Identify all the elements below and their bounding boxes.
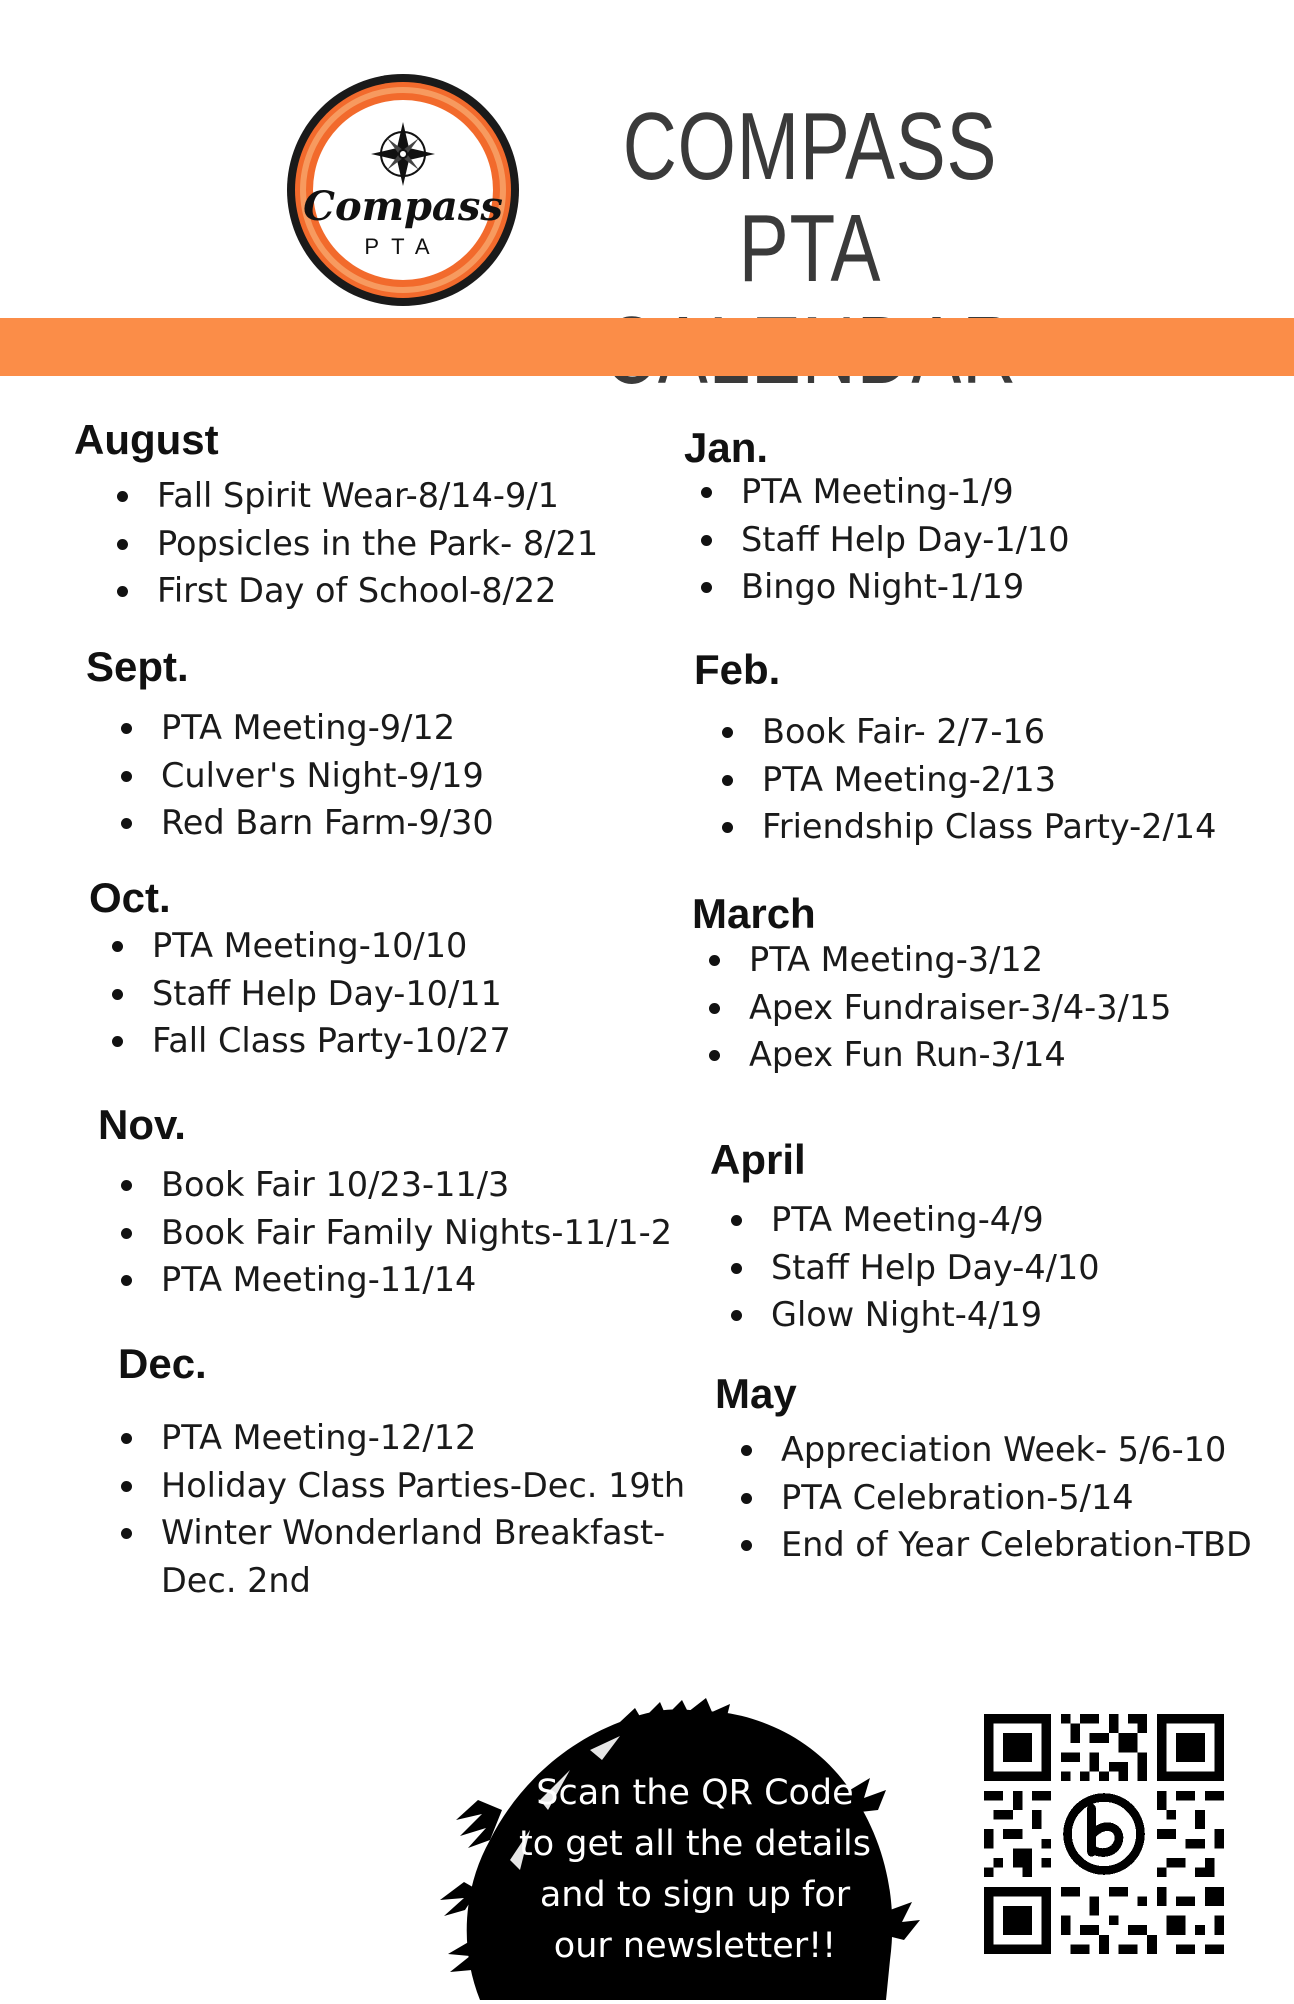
month-sept xyxy=(86,643,494,847)
event-list xyxy=(114,472,598,615)
event-item: Culver's Night-9/19 xyxy=(118,752,494,800)
event-item: Popsicles in the Park- 8/21 xyxy=(114,520,598,568)
event-item: Book Fair- 2/7-16 xyxy=(719,708,1216,756)
month-dec xyxy=(118,1340,701,1604)
event-list xyxy=(109,922,511,1065)
event-item: PTA Meeting-1/9 xyxy=(698,468,1070,516)
month-heading: Sept. xyxy=(86,643,189,690)
month-march xyxy=(692,890,1171,1079)
event-item: Fall Spirit Wear-8/14-9/1 xyxy=(114,472,598,520)
scan-line: our newsletter!! xyxy=(553,1926,837,1966)
event-item: Fall Class Party-10/27 xyxy=(109,1017,511,1065)
event-item: Apex Fundraiser-3/4-3/15 xyxy=(706,984,1171,1032)
event-item: PTA Meeting-12/12 xyxy=(118,1414,701,1462)
event-list xyxy=(118,704,494,847)
event-item: PTA Meeting-9/12 xyxy=(118,704,494,752)
event-item: PTA Meeting-4/9 xyxy=(728,1196,1100,1244)
event-item: Staff Help Day-1/10 xyxy=(698,516,1070,564)
event-list xyxy=(706,936,1171,1079)
scan-line: to get all the details xyxy=(518,1824,872,1864)
event-list xyxy=(728,1196,1100,1339)
month-heading: August xyxy=(74,416,219,463)
event-list xyxy=(118,1161,672,1304)
month-heading: Dec. xyxy=(118,1340,207,1387)
accent-band xyxy=(0,318,1294,376)
month-heading: March xyxy=(692,890,816,937)
event-list xyxy=(719,708,1216,851)
month-may xyxy=(715,1370,1252,1569)
event-item: PTA Meeting-3/12 xyxy=(706,936,1171,984)
event-item: Red Barn Farm-9/30 xyxy=(118,799,494,847)
logo-subtext: PTA xyxy=(364,234,442,259)
compass-pta-logo xyxy=(283,70,523,310)
month-feb xyxy=(694,646,1216,851)
event-item: Staff Help Day-4/10 xyxy=(728,1244,1100,1292)
event-item: PTA Celebration-5/14 xyxy=(738,1474,1252,1522)
month-nov xyxy=(98,1101,672,1304)
logo-wordmark: Compass xyxy=(303,183,503,230)
month-heading: April xyxy=(710,1136,806,1183)
event-item: PTA Meeting-10/10 xyxy=(109,922,511,970)
qr-code-icon[interactable] xyxy=(984,1714,1224,1954)
event-item: Staff Help Day-10/11 xyxy=(109,970,511,1018)
event-item: Book Fair 10/23-11/3 xyxy=(118,1161,672,1209)
event-list xyxy=(118,1414,701,1604)
event-item: PTA Meeting-11/14 xyxy=(118,1256,672,1304)
event-item: PTA Meeting-2/13 xyxy=(719,756,1216,804)
month-april xyxy=(710,1136,1100,1339)
qr-instructions xyxy=(480,1768,910,1972)
month-heading: Jan. xyxy=(684,424,769,471)
month-heading: Nov. xyxy=(98,1101,186,1148)
scan-line: Scan the QR Code xyxy=(536,1773,854,1813)
event-item: Book Fair Family Nights-11/1-2 xyxy=(118,1209,672,1257)
event-item: End of Year Celebration-TBD xyxy=(738,1521,1252,1569)
event-item: Bingo Night-1/19 xyxy=(698,563,1070,611)
event-item: Holiday Class Parties-Dec. 19th xyxy=(118,1462,701,1510)
event-list xyxy=(738,1426,1252,1569)
event-item: Glow Night-4/19 xyxy=(728,1291,1100,1339)
title-line-1: COMPASS PTA xyxy=(622,93,998,302)
event-item: Winter Wonderland Breakfast-Dec. 2nd xyxy=(118,1509,701,1604)
month-heading: Oct. xyxy=(89,874,171,921)
month-oct xyxy=(89,874,511,1065)
month-heading: Feb. xyxy=(694,646,781,693)
event-item: Apex Fun Run-3/14 xyxy=(706,1031,1171,1079)
event-list xyxy=(698,468,1070,611)
scan-line: and to sign up for xyxy=(539,1875,851,1915)
event-item: First Day of School-8/22 xyxy=(114,567,598,615)
month-august xyxy=(74,416,598,615)
month-jan xyxy=(684,424,1070,611)
month-heading: May xyxy=(715,1370,797,1417)
event-item: Appreciation Week- 5/6-10 xyxy=(738,1426,1252,1474)
event-item: Friendship Class Party-2/14 xyxy=(719,803,1216,851)
